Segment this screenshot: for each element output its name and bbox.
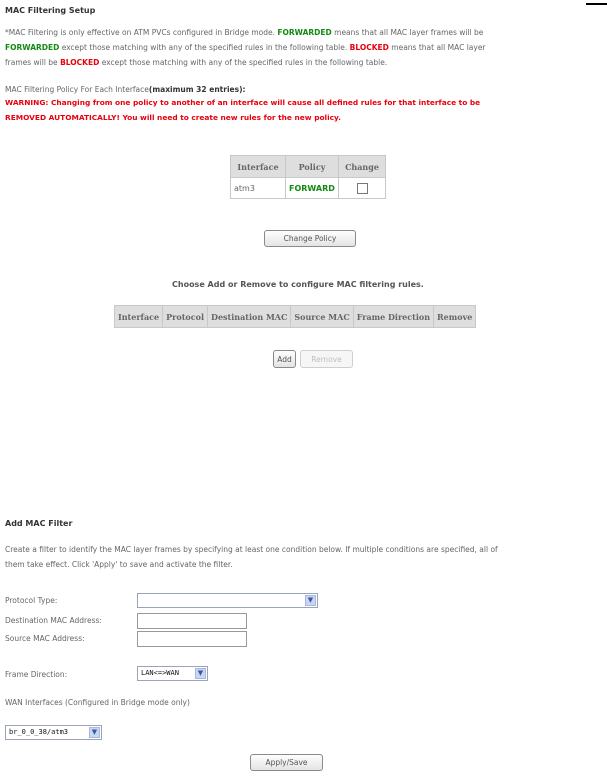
info-paragraph [5, 25, 605, 70]
col-interface: Interface [115, 306, 162, 327]
destination-mac-input[interactable] [137, 613, 247, 629]
wan-interface-value: br_0_0_38/atm3 [9, 728, 69, 736]
destination-mac-label: Destination MAC Address: [5, 616, 102, 625]
policy-intro-text: MAC Filtering Policy For Each Interface [5, 85, 149, 94]
page-title: MAC Filtering Setup [5, 6, 96, 15]
chevron-down-icon[interactable]: ▼ [195, 668, 206, 679]
info-text: *MAC Filtering is only effective on ATM PVCs configured in Bridge mode. [5, 28, 278, 37]
col-remove: Remove [434, 306, 475, 327]
row-policy: FORWARD [286, 178, 338, 198]
col-change: Change [339, 156, 385, 177]
add-button[interactable]: Add [273, 350, 296, 368]
info-text: except those matching with any of the specified rules in the following table. [59, 43, 350, 52]
protocol-type-label: Protocol Type: [5, 596, 58, 605]
apply-save-button[interactable]: Apply/Save [250, 754, 323, 771]
warning-line-1: WARNING: Changing from one policy to another of an interface will cause all defined rules for that interface to be [5, 98, 481, 107]
frame-direction-select[interactable] [137, 666, 208, 681]
rules-caption: Choose Add or Remove to configure MAC filtering rules. [172, 280, 424, 289]
col-interface: Interface [231, 156, 285, 177]
frame-direction-value: LAN<=>WAN [141, 669, 179, 677]
table-row [231, 178, 385, 198]
policy-intro [5, 85, 246, 94]
description-line-1: Create a filter to identify the MAC layer frames by specifying at least one condition below. If multiple conditions are specified, all of [5, 545, 498, 554]
top-border-line [586, 3, 607, 5]
blocked-keyword: BLOCKED [349, 43, 389, 52]
change-policy-button[interactable]: Change Policy [264, 230, 356, 247]
blocked-keyword: BLOCKED [60, 58, 100, 67]
max-entries-text: (maximum 32 entries): [148, 85, 246, 94]
chevron-down-icon[interactable]: ▼ [89, 727, 100, 738]
col-policy: Policy [286, 156, 338, 177]
frame-direction-label: Frame Direction: [5, 670, 68, 679]
rules-table [114, 305, 476, 328]
col-destination-mac: Destination MAC [208, 306, 290, 327]
wan-interface-select[interactable] [5, 725, 102, 740]
change-policy-checkbox[interactable] [357, 183, 368, 194]
source-mac-label: Source MAC Address: [5, 634, 85, 643]
protocol-type-select[interactable] [137, 593, 318, 608]
info-text: means that all MAC layer frames will be [331, 28, 484, 37]
source-mac-input[interactable] [137, 631, 247, 647]
chevron-down-icon[interactable]: ▼ [305, 595, 316, 606]
warning-line-2: REMOVED AUTOMATICALLY! You will need to create new rules for the new policy. [5, 113, 341, 122]
remove-button[interactable]: Remove [300, 350, 353, 368]
policy-table [230, 155, 386, 199]
row-interface: atm3 [231, 178, 285, 198]
info-text: frames will be [5, 58, 61, 67]
add-filter-title: Add MAC Filter [5, 519, 73, 528]
description-line-2: them take effect. Click 'Apply' to save and activate the filter. [5, 560, 233, 569]
add-filter-description [5, 542, 605, 572]
row-change-cell [339, 178, 385, 198]
info-text: means that all MAC layer [388, 43, 486, 52]
col-source-mac: Source MAC [291, 306, 352, 327]
col-protocol: Protocol [163, 306, 207, 327]
rules-table-header [115, 306, 475, 327]
info-text: except those matching with any of the specified rules in the following table. [99, 58, 388, 67]
wan-interfaces-label: WAN Interfaces (Configured in Bridge mode only) [5, 698, 190, 707]
col-frame-direction: Frame Direction [354, 306, 433, 327]
forwarded-keyword: FORWARDED [277, 28, 332, 37]
forwarded-keyword: FORWARDED [5, 43, 60, 52]
policy-table-header [231, 156, 385, 177]
